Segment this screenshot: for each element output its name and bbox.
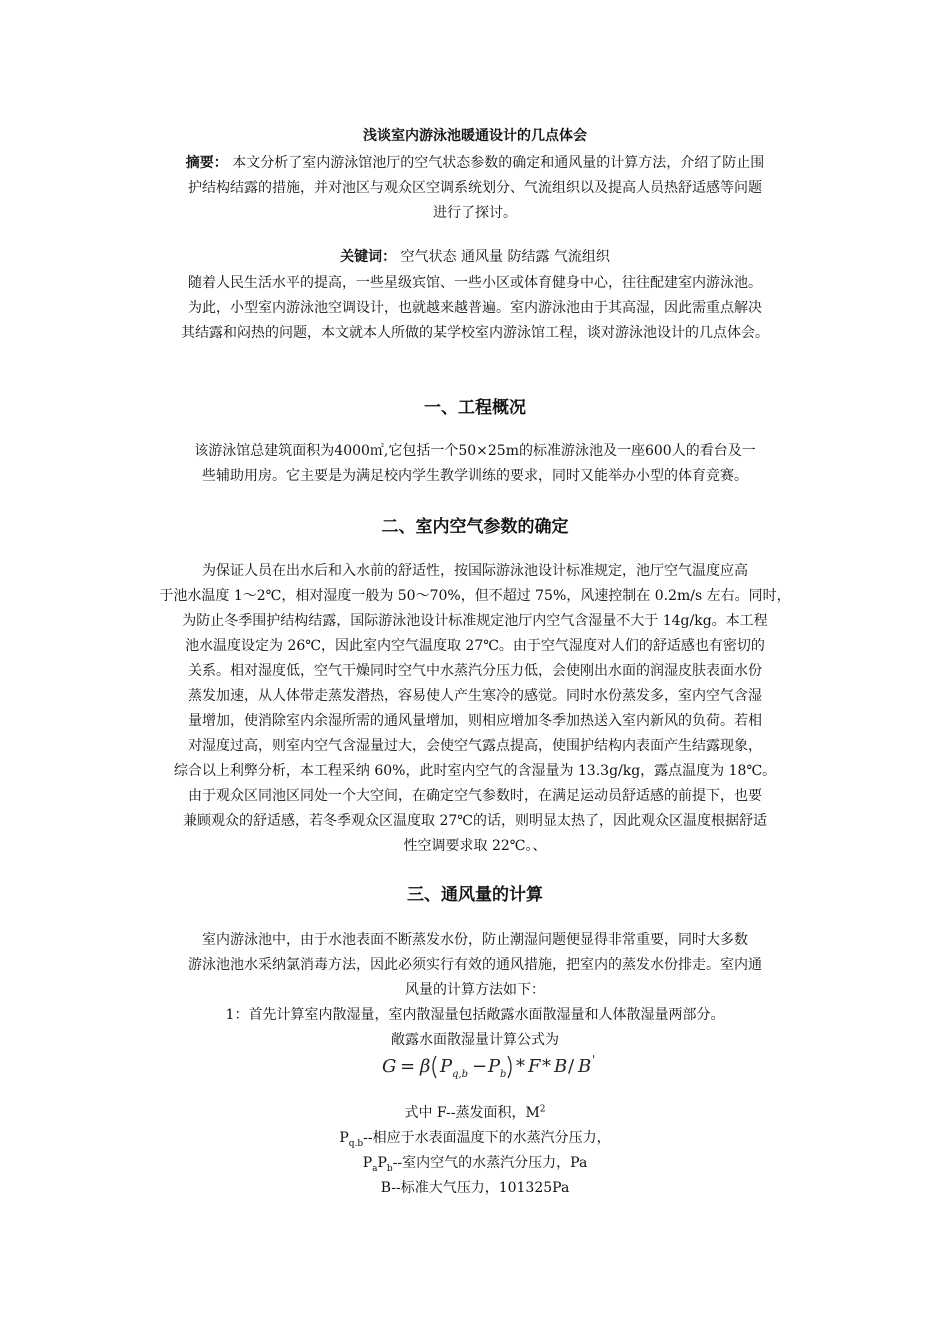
section-3-step-1: 1：首先计算室内散湿量，室内散湿量包括敞露水面散湿量和人体散湿量两部分。: [225, 1007, 725, 1023]
def-f-sup: 2: [539, 1104, 546, 1115]
section-2-line-12: 性空调要求取 22℃。、: [403, 838, 547, 854]
svg-text:': ': [592, 1053, 596, 1067]
def-pqb-line: [0, 1127, 950, 1149]
abstract-text-1: 本文分析了室内游泳馆池厅的空气状态参数的确定和通风量的计算方法，介绍了防止围: [232, 155, 765, 171]
section-2-heading: 二、室内空气参数的确定: [381, 517, 569, 537]
svg-text:b: b: [500, 1069, 507, 1080]
def-pb-symbol: P: [377, 1155, 387, 1171]
section-3-line-1: 室内游泳池中，由于水池表面不断蒸发水份，防止潮湿问题便显得非常重要，同时大多数: [202, 932, 748, 948]
svg-text:/: /: [568, 1056, 575, 1077]
svg-text:=: =: [400, 1056, 416, 1077]
document-title: 浅谈室内游泳池暖通设计的几点体会: [363, 128, 587, 144]
svg-text:P: P: [440, 1056, 453, 1077]
section-1-line-2: 些辅助用房。它主要是为满足校内学生教学训练的要求，同时又能举办小型的体育竞赛。: [202, 468, 748, 484]
section-1-line-1: 该游泳馆总建筑面积为4000㎡,它包括一个50×25m的标准游泳池及一座600人的看台及一: [194, 443, 756, 459]
def-f-line: [0, 1102, 950, 1122]
svg-text:F: F: [528, 1056, 541, 1077]
section-1-heading: 一、工程概况: [424, 398, 526, 418]
svg-text:*: *: [516, 1056, 525, 1077]
def-pa-symbol: P: [362, 1155, 373, 1171]
abstract-line-1: [0, 152, 950, 172]
section-2-line-2: 于池水温度 1～2℃，相对湿度一般为 50～70%，但不超过 75%，风速控制在 0.2m/s 左右。同时，: [159, 588, 791, 604]
section-2-line-8: 对湿度过高，则室内空气含湿量过大，会使空气露点提高，使围护结构内表面产生结露现象，: [188, 738, 762, 754]
section-3-line-2: 游泳池池水采纳氯消毒方法，因此必须实行有效的通风措施，把室内的蒸发水份排走。室内通: [188, 957, 762, 973]
section-2-line-4: 池水温度设定为 26℃，因此室内空气温度取 27℃。由于空气湿度对人们的舒适感也有密切的: [185, 638, 765, 654]
def-pqb-sub: q.b: [348, 1138, 364, 1149]
section-2-line-7: 量增加，使消除室内余湿所需的通风量增加，则相应增加冬季加热送入室内新风的负荷。若相: [188, 713, 762, 729]
section-2-line-5: 关系。相对湿度低，空气干燥同时空气中水蒸汽分压力低，会使刚出水面的润湿皮肤表面水份: [188, 663, 762, 679]
svg-text:β: β: [420, 1056, 431, 1077]
svg-text:q,b: q,b: [452, 1069, 468, 1080]
def-pb-text: --室内空气的水蒸汽分压力，Pa: [392, 1155, 588, 1171]
section-2-line-11: 兼顾观众的舒适感，若冬季观众区温度取 27℃的话，则明显太热了，因此观众区温度根据舒适: [183, 813, 767, 829]
def-pb-line: [0, 1152, 950, 1174]
intro-line-3: 其结露和闷热的问题，本文就本人所做的某学校室内游泳馆工程，谈对游泳池设计的几点体会。: [181, 325, 769, 341]
keywords-text: 空气状态 通风量 防结露 气流组织: [400, 249, 610, 265]
section-2-line-9: 综合以上利弊分析，本工程采纳 60%，此时室内空气的含湿量为 13.3g/kg，露点温度为 18℃。: [173, 763, 777, 779]
def-pqb-text: --相应于水表面温度下的水蒸汽分压力，: [363, 1130, 611, 1146]
section-2-line-1: 为保证人员在出水后和入水前的舒适性，按国际游泳池设计标准规定，池厅空气温度应高: [202, 563, 748, 579]
abstract-line-3: 进行了探讨。: [433, 205, 517, 221]
def-b-line: B--标准大气压力，101325Pa: [380, 1180, 570, 1196]
def-pqb-symbol: P: [339, 1130, 349, 1146]
keywords-label: 关键词：: [340, 249, 397, 265]
def-pb-sub: b: [386, 1163, 393, 1174]
abstract-label: 摘要：: [185, 155, 228, 171]
section-2-line-6: 蒸发加速，从人体带走蒸发潜热，容易使人产生寒冷的感觉。同时水份蒸发多，室内空气含湿: [188, 688, 762, 704]
section-2-line-10: 由于观众区同池区同处一个大空间，在确定空气参数时，在满足运动员舒适感的前提下，也要: [188, 788, 762, 804]
keywords-line: [0, 246, 950, 266]
section-3-line-3: 风量的计算方法如下：: [405, 982, 545, 998]
svg-text:B: B: [554, 1056, 568, 1077]
svg-text:*: *: [542, 1056, 551, 1077]
svg-text:P: P: [488, 1056, 501, 1077]
abstract-line-2: 护结构结露的措施，并对池区与观众区空调系统划分、气流组织以及提高人员热舒适感等问题: [188, 180, 762, 196]
evaporation-formula: [380, 1050, 610, 1084]
intro-line-2: 为此，小型室内游泳池空调设计，也就越来越普遍。室内游泳池由于其高湿，因此需重点解决: [188, 300, 762, 316]
def-pa-sub: a: [372, 1163, 378, 1174]
formula-caption: 敞露水面散湿量计算公式为: [391, 1032, 559, 1048]
svg-text:G: G: [382, 1056, 397, 1077]
section-2-line-3: 为防止冬季围护结构结露，国际游泳池设计标准规定池厅内空气含湿量不大于 14g/kg。本工程: [182, 613, 768, 629]
svg-text:B: B: [578, 1056, 592, 1077]
def-f-text: 式中 F--蒸发面积，M: [404, 1105, 540, 1121]
svg-text:−: −: [472, 1056, 488, 1077]
intro-line-1: 随着人民生活水平的提高，一些星级宾馆、一些小区或体育健身中心，往往配建室内游泳池。: [188, 275, 762, 291]
section-3-heading: 三、通风量的计算: [407, 885, 543, 905]
